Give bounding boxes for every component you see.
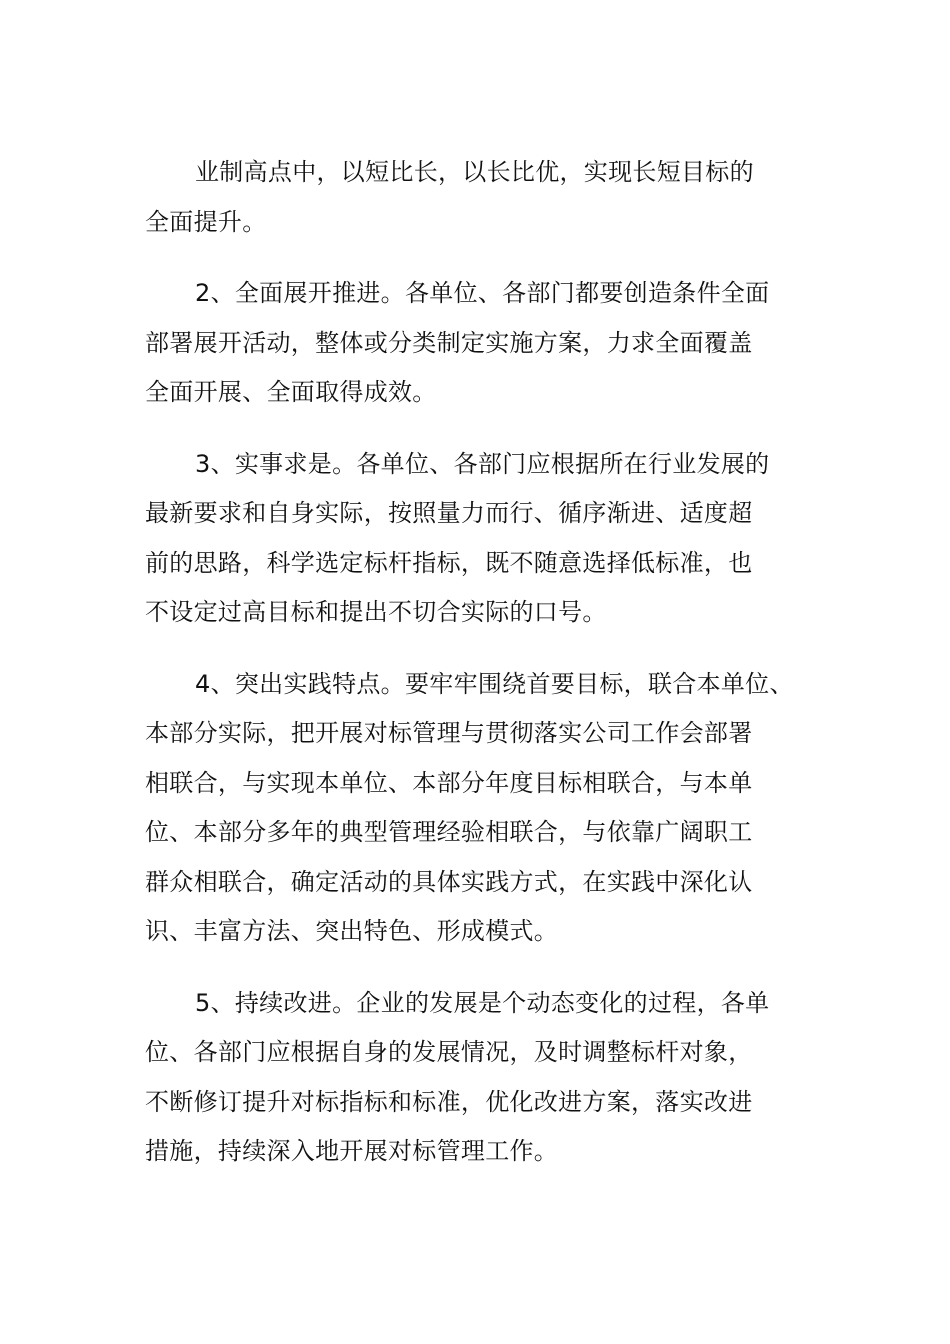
text-line: 业制高点中，以短比长，以长比优，实现长短目标的 bbox=[195, 158, 754, 186]
paragraph-item-3 bbox=[145, 440, 810, 638]
paragraph-item-5 bbox=[145, 979, 810, 1177]
text-line: 全面开展、全面取得成效。 bbox=[145, 378, 437, 406]
text-line: 全面提升。 bbox=[145, 207, 267, 236]
text-line: 位、各部门应根据自身的发展情况，及时调整标杆对象， bbox=[145, 1038, 753, 1066]
text-line: 措施，持续深入地开展对标管理工作。 bbox=[145, 1137, 559, 1165]
text-line: 群众相联合，确定活动的具体实践方式，在实践中深化认 bbox=[145, 867, 753, 896]
text-line: 不设定过高目标和提出不切合实际的口号。 bbox=[145, 598, 607, 626]
text-line: 4、突出实践特点。要牢牢围绕首要目标，联合本单位、 bbox=[195, 669, 794, 698]
paragraph-item-4 bbox=[145, 660, 810, 957]
text-line: 2、全面展开推进。各单位、各部门都要创造条件全面 bbox=[195, 279, 770, 307]
text-line: 3、实事求是。各单位、各部门应根据所在行业发展的 bbox=[195, 449, 770, 478]
text-line: 不断修订提升对标指标和标准，优化改进方案，落实改进 bbox=[145, 1087, 753, 1116]
paragraph-continuation bbox=[145, 148, 810, 247]
text-line: 部署展开活动，整体或分类制定实施方案，力求全面覆盖 bbox=[145, 328, 753, 357]
text-line: 本部分实际，把开展对标管理与贯彻落实公司工作会部署 bbox=[145, 719, 753, 747]
text-line: 前的思路，科学选定标杆指标，既不随意选择低标准，也 bbox=[145, 548, 753, 577]
document-page bbox=[145, 148, 810, 1199]
text-line: 5、持续改进。企业的发展是个动态变化的过程，各单 bbox=[195, 988, 770, 1017]
text-line: 相联合，与实现本单位、本部分年度目标相联合，与本单 bbox=[145, 768, 753, 797]
text-line: 识、丰富方法、突出特色、形成模式。 bbox=[145, 917, 559, 945]
paragraph-item-2 bbox=[145, 269, 810, 418]
text-line: 最新要求和自身实际，按照量力而行、循序渐进、适度超 bbox=[145, 499, 753, 527]
text-line: 位、本部分多年的典型管理经验相联合，与依靠广阔职工 bbox=[145, 818, 753, 846]
